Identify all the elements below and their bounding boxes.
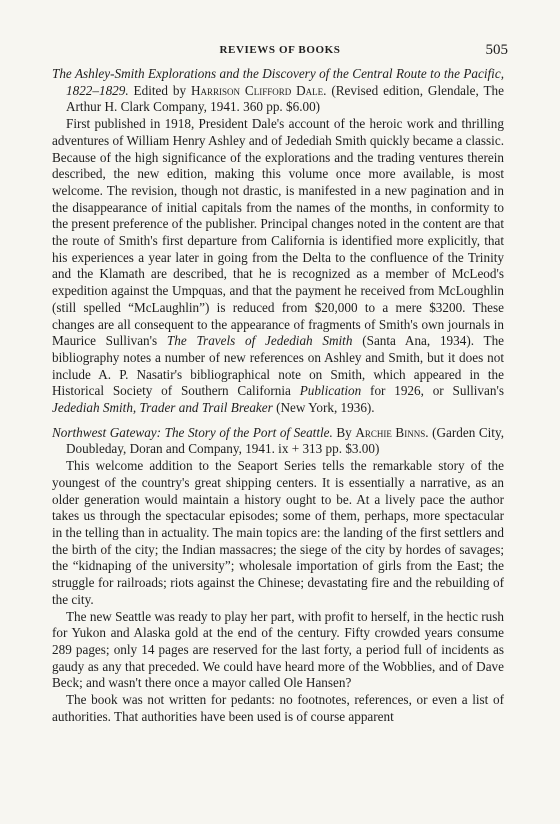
review-ashley-smith <box>52 66 504 417</box>
book-author: Harrison Clifford Dale. <box>190 82 327 98</box>
publication-details: (Revised edition, Glendale, The Arthur H. Clark Company, 1941. 360 pp. $6.00) <box>66 82 504 115</box>
cited-title: Jedediah Smith, Trader and Trail Breaker <box>52 400 273 416</box>
review-paragraph: The new Seattle was ready to play her part, with profit to herself, in the hectic rush for Yukon and Alaska gold at the end of the century. Fifty crowded years consume 289 pages; only 14 pages are reserved for the last forty, a period full of incidents as gaudy as any that preceded. We could have heard more of the Wobblies, and of Dave Beck; and wasn't there once a mayor called Ole Hansen? <box>52 608 504 691</box>
review-paragraph: The book was not written for pedants: no footnotes, references, or even a list of authorities. That authorities have been used is of course apparent <box>52 692 504 724</box>
page-body <box>52 66 504 725</box>
cited-title: Publication <box>299 383 362 399</box>
book-title: Northwest Gateway: The Story of the Port of Seattle. <box>52 424 333 440</box>
review-paragraph: This welcome addition to the Seaport Series tells the remarkable story of the youngest of the country's great shipping centers. It is essentially a narrative, as an older generation would maintain a history ought to be. At a lively pace the author takes us through the spectacular episodes; some of them, perhaps, more spectacular in the telling than in actuality. The main topics are: the landing of the first settlers and the birth of the city; the Indian massacres; the siege of the city by hordes of savages; the “kidnaping of the university”; wholesale importation of girls from the East; the struggle for railroads; riots against the Chinese; devastating fire and the rebuilding of the city. <box>52 458 504 607</box>
review-citation <box>52 66 504 116</box>
review-paragraph <box>52 116 504 417</box>
cited-title: The Travels of Jedediah Smith <box>166 333 353 349</box>
publication-details: (Garden City, Doubleday, Doran and Company, 1941. ix + 313 pp. $3.00) <box>66 424 505 457</box>
running-head: REVIEWS OF BOOKS <box>219 44 341 56</box>
review-northwest-gateway <box>52 425 504 726</box>
page-header <box>52 44 508 60</box>
book-title: The Ashley-Smith Explorations and the Discovery of the Central Route to the Pacific, 1822–1829. <box>52 66 504 98</box>
paragraph-text: First published in 1918, President Dale's account of the heroic work and thrilling adventures of William Henry Ashley and of Jedediah Smith quickly became a classic. Because of the high significance of the explorations and the trading ventures therein described, the new edition, making this volume once more available, is most welcome. The revision, though not drastic, is manifested in a new pagination and in the disappearance of initial capitals from the names of the months, in conformity to the present preference of the publisher. Principal changes noted in the content are that the route of Smith's first departure from California is identified more explicitly, that his experiences a year later in going from the Delta to the confluence of the Trinity and the Klamath are described, that he is recognized as a member of McLeod's expedition against the Umpquas, and that the payment he received from McLoughlin (still spelled “McLaughlin”) is reduced from $20,000 to a mere $3200. These changes are all consequent to the appearance of fragments of Smith's own journals in Maurice Sullivan's <box>52 116 504 349</box>
paragraph-text: (New York, 1936). <box>276 400 375 416</box>
page-number: 505 <box>485 42 508 58</box>
paragraph-text: (Santa Ana, 1934). The bibliography notes a number of new references on Ashley and Smith, but it does not include A. P. Nasatir's bibliographical note on Smith, which appeared in the Historical Society of Southern California <box>52 333 505 399</box>
book-author: Archie Binns. <box>355 424 429 440</box>
editor-prefix: Edited by <box>133 82 187 98</box>
paragraph-text: for 1926, or Sullivan's <box>370 383 504 399</box>
author-prefix: By <box>336 424 352 440</box>
review-citation <box>52 425 504 458</box>
